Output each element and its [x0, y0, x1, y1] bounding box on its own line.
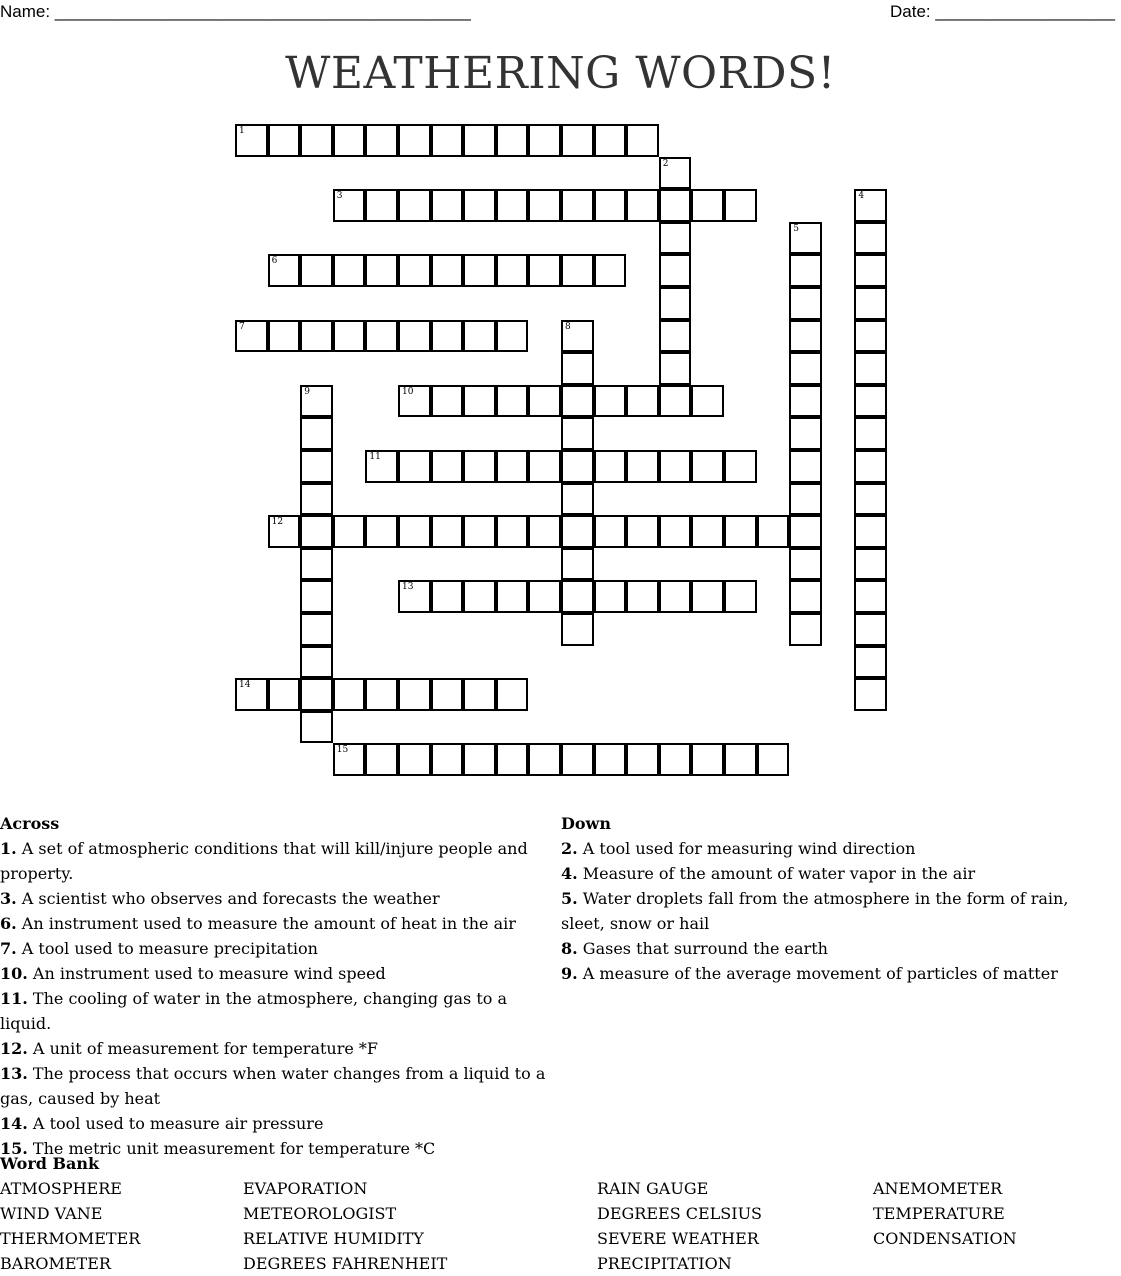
- grid-cell[interactable]: [789, 483, 822, 516]
- grid-cell[interactable]: [496, 743, 529, 776]
- word-bank-item: CONDENSATION: [873, 1229, 1017, 1248]
- grid-cell[interactable]: [789, 352, 822, 385]
- grid-cell[interactable]: [300, 483, 333, 516]
- grid-cell[interactable]: [365, 189, 398, 222]
- clue-item: 3. A scientist who observes and forecasts the weather: [0, 889, 440, 908]
- grid-cell[interactable]: [235, 678, 268, 711]
- word-bank-item: PRECIPITATION: [597, 1254, 732, 1273]
- grid-cell[interactable]: [561, 352, 594, 385]
- grid-cell[interactable]: [854, 222, 887, 255]
- grid-cell[interactable]: [268, 678, 301, 711]
- grid-cell[interactable]: [235, 320, 268, 353]
- grid-cell[interactable]: [594, 580, 627, 613]
- grid-cell[interactable]: [496, 189, 529, 222]
- grid-cell[interactable]: [463, 743, 496, 776]
- grid-cell[interactable]: [463, 320, 496, 353]
- clue-item: 14. A tool used to measure air pressure: [0, 1114, 324, 1133]
- grid-cell[interactable]: [300, 646, 333, 679]
- grid-cell[interactable]: [300, 580, 333, 613]
- grid-cell[interactable]: [300, 320, 333, 353]
- word-bank-item: THERMOMETER: [0, 1229, 141, 1248]
- grid-cell[interactable]: [333, 515, 366, 548]
- grid-cell[interactable]: [398, 385, 431, 418]
- name-field[interactable]: Name: ____________________________________________: [0, 2, 471, 21]
- clue-item: 7. A tool used to measure precipitation: [0, 939, 318, 958]
- grid-cell[interactable]: [398, 678, 431, 711]
- clue-item: 2. A tool used for measuring wind direction: [561, 839, 916, 858]
- grid-cell[interactable]: [496, 450, 529, 483]
- grid-cell[interactable]: [561, 124, 594, 157]
- grid-cell[interactable]: [691, 515, 724, 548]
- grid-cell[interactable]: [365, 678, 398, 711]
- grid-cell[interactable]: [365, 743, 398, 776]
- grid-cell[interactable]: [235, 124, 268, 157]
- grid-cell[interactable]: [431, 743, 464, 776]
- word-bank-item: ANEMOMETER: [873, 1179, 1003, 1198]
- grid-cell[interactable]: [854, 515, 887, 548]
- grid-cell[interactable]: [691, 743, 724, 776]
- clue-item: 13. The process that occurs when water changes from a liquid to a gas, caused by heat: [0, 1064, 546, 1108]
- grid-cell[interactable]: [496, 385, 529, 418]
- grid-cell[interactable]: [561, 613, 594, 646]
- grid-cell[interactable]: [431, 678, 464, 711]
- clue-number: 10: [402, 386, 414, 397]
- clue-number: 9: [304, 386, 310, 397]
- grid-cell[interactable]: [398, 515, 431, 548]
- grid-cell[interactable]: [659, 515, 692, 548]
- clue-item: 11. The cooling of water in the atmosphere, changing gas to a liquid.: [0, 989, 508, 1033]
- clue-number: 7: [239, 321, 245, 332]
- grid-cell[interactable]: [854, 450, 887, 483]
- across-clues: [0, 811, 548, 1161]
- grid-cell[interactable]: [268, 124, 301, 157]
- grid-cell[interactable]: [496, 515, 529, 548]
- grid-cell[interactable]: [463, 678, 496, 711]
- grid-cell[interactable]: [300, 254, 333, 287]
- word-bank-item: SEVERE WEATHER: [597, 1229, 759, 1248]
- down-heading: Down: [561, 814, 611, 833]
- grid-cell[interactable]: [333, 320, 366, 353]
- grid-cell[interactable]: [528, 580, 561, 613]
- word-bank-column: [0, 1176, 140, 1276]
- grid-cell[interactable]: [496, 254, 529, 287]
- grid-cell[interactable]: [659, 450, 692, 483]
- grid-cell[interactable]: [300, 613, 333, 646]
- date-field[interactable]: Date: ___________________: [890, 2, 1115, 21]
- grid-cell[interactable]: [496, 124, 529, 157]
- word-bank-item: METEOROLOGIST: [243, 1204, 397, 1223]
- grid-cell[interactable]: [594, 124, 627, 157]
- clue-number: 12: [271, 517, 284, 528]
- clue-number: 14: [239, 680, 251, 691]
- clue-number: 11: [369, 452, 381, 462]
- grid-cell[interactable]: [659, 254, 692, 287]
- grid-cell[interactable]: [268, 254, 301, 287]
- clue-item: 6. An instrument used to measure the amount of heat in the air: [0, 914, 516, 933]
- grid-cell[interactable]: [594, 450, 627, 483]
- grid-cell[interactable]: [333, 189, 366, 222]
- grid-cell[interactable]: [626, 124, 659, 157]
- grid-cell[interactable]: [463, 580, 496, 613]
- grid-cell[interactable]: [854, 548, 887, 581]
- grid-cell[interactable]: [659, 189, 692, 222]
- word-bank-item: DEGREES FAHRENHEIT: [243, 1254, 448, 1273]
- grid-cell[interactable]: [398, 189, 431, 222]
- grid-cell[interactable]: [300, 548, 333, 581]
- word-bank-item: DEGREES CELSIUS: [597, 1204, 763, 1223]
- word-bank-item: TEMPERATURE: [873, 1204, 1005, 1223]
- clue-number: 6: [271, 256, 278, 267]
- grid-cell[interactable]: [757, 515, 790, 548]
- grid-cell[interactable]: [300, 711, 333, 744]
- grid-cell[interactable]: [365, 450, 398, 483]
- word-bank-item: ATMOSPHERE: [0, 1179, 122, 1198]
- grid-cell[interactable]: [528, 515, 561, 548]
- grid-cell[interactable]: [365, 254, 398, 287]
- grid-cell[interactable]: [300, 124, 333, 157]
- grid-cell[interactable]: [528, 124, 561, 157]
- grid-cell[interactable]: [365, 515, 398, 548]
- grid-cell[interactable]: [854, 613, 887, 646]
- clue-item: 5. Water droplets fall from the atmosphere in the form of rain, sleet, snow or hail: [561, 889, 1069, 933]
- clue-number: 8: [565, 321, 571, 332]
- grid-cell[interactable]: [528, 385, 561, 418]
- grid-cell[interactable]: [626, 450, 659, 483]
- grid-cell[interactable]: [463, 385, 496, 418]
- grid-cell[interactable]: [398, 580, 431, 613]
- grid-cell[interactable]: [528, 189, 561, 222]
- grid-cell[interactable]: [431, 254, 464, 287]
- grid-cell[interactable]: [463, 124, 496, 157]
- grid-cell[interactable]: [789, 580, 822, 613]
- clue-item: 9. A measure of the average movement of particles of matter: [561, 964, 1058, 983]
- grid-cell[interactable]: [463, 254, 496, 287]
- word-bank-item: EVAPORATION: [243, 1179, 368, 1198]
- grid-cell[interactable]: [528, 254, 561, 287]
- grid-cell[interactable]: [268, 320, 301, 353]
- grid-cell[interactable]: [431, 515, 464, 548]
- across-heading: Across: [0, 814, 60, 833]
- word-bank-column: [243, 1176, 447, 1276]
- clue-number: 3: [336, 191, 343, 202]
- grid-cell[interactable]: [561, 254, 594, 287]
- clue-item: 12. A unit of measurement for temperature *F: [0, 1039, 379, 1058]
- grid-cell[interactable]: [300, 450, 333, 483]
- grid-cell[interactable]: [626, 515, 659, 548]
- grid-cell[interactable]: [561, 743, 594, 776]
- grid-cell[interactable]: [626, 580, 659, 613]
- grid-cell[interactable]: [431, 189, 464, 222]
- grid-cell[interactable]: [431, 450, 464, 483]
- grid-cell[interactable]: [789, 417, 822, 450]
- grid-cell[interactable]: [854, 254, 887, 287]
- grid-cell[interactable]: [659, 287, 692, 320]
- grid-cell[interactable]: [854, 320, 887, 353]
- grid-cell[interactable]: [594, 743, 627, 776]
- grid-cell[interactable]: [561, 515, 594, 548]
- grid-cell[interactable]: [854, 580, 887, 613]
- down-clues: [561, 811, 1106, 986]
- grid-cell[interactable]: [463, 450, 496, 483]
- grid-cell[interactable]: [528, 743, 561, 776]
- grid-cell[interactable]: [431, 320, 464, 353]
- grid-cell[interactable]: [300, 515, 333, 548]
- grid-cell[interactable]: [528, 450, 561, 483]
- grid-cell[interactable]: [561, 417, 594, 450]
- grid-cell[interactable]: [659, 222, 692, 255]
- clue-number: 13: [402, 582, 414, 593]
- clue-item: 15. The metric unit measurement for temperature *C: [0, 1139, 436, 1158]
- grid-cell[interactable]: [789, 450, 822, 483]
- grid-cell[interactable]: [431, 124, 464, 157]
- grid-cell[interactable]: [626, 189, 659, 222]
- grid-cell[interactable]: [789, 515, 822, 548]
- grid-cell[interactable]: [854, 483, 887, 516]
- grid-cell[interactable]: [659, 385, 692, 418]
- grid-cell[interactable]: [691, 189, 724, 222]
- grid-cell[interactable]: [398, 320, 431, 353]
- grid-cell[interactable]: [724, 580, 757, 613]
- grid-cell[interactable]: [854, 678, 887, 711]
- grid-cell[interactable]: [333, 124, 366, 157]
- grid-cell[interactable]: [659, 320, 692, 353]
- word-bank-item: BAROMETER: [0, 1254, 111, 1273]
- grid-cell[interactable]: [854, 646, 887, 679]
- grid-cell[interactable]: [594, 189, 627, 222]
- grid-cell[interactable]: [300, 385, 333, 418]
- grid-cell[interactable]: [659, 352, 692, 385]
- grid-cell[interactable]: [691, 450, 724, 483]
- grid-cell[interactable]: [626, 743, 659, 776]
- grid-cell[interactable]: [594, 385, 627, 418]
- grid-cell[interactable]: [561, 450, 594, 483]
- grid-cell[interactable]: [365, 320, 398, 353]
- grid-cell[interactable]: [561, 548, 594, 581]
- grid-cell[interactable]: [496, 320, 529, 353]
- grid-cell[interactable]: [268, 515, 301, 548]
- grid-cell[interactable]: [561, 320, 594, 353]
- grid-cell[interactable]: [333, 743, 366, 776]
- grid-cell[interactable]: [333, 254, 366, 287]
- clue-number: 5: [793, 223, 799, 234]
- page-title: WEATHERING WORDS!: [285, 48, 836, 99]
- grid-cell[interactable]: [659, 157, 692, 190]
- clue-number: 1: [239, 126, 245, 136]
- grid-cell[interactable]: [789, 320, 822, 353]
- grid-cell[interactable]: [300, 417, 333, 450]
- word-bank-column: [873, 1176, 1017, 1251]
- grid-cell[interactable]: [431, 385, 464, 418]
- grid-cell[interactable]: [561, 580, 594, 613]
- grid-cell[interactable]: [724, 450, 757, 483]
- grid-cell[interactable]: [724, 189, 757, 222]
- clue-item: 1. A set of atmospheric conditions that will kill/injure people and property.: [0, 839, 528, 883]
- clue-number: 2: [662, 158, 669, 169]
- grid-cell[interactable]: [431, 580, 464, 613]
- grid-cell[interactable]: [789, 548, 822, 581]
- word-bank-item: RAIN GAUGE: [597, 1179, 709, 1198]
- grid-cell[interactable]: [398, 254, 431, 287]
- grid-cell[interactable]: [561, 189, 594, 222]
- word-bank-item: RELATIVE HUMIDITY: [243, 1229, 424, 1248]
- grid-cell[interactable]: [789, 613, 822, 646]
- grid-cell[interactable]: [691, 580, 724, 613]
- grid-cell[interactable]: [594, 254, 627, 287]
- grid-cell[interactable]: [398, 450, 431, 483]
- grid-cell[interactable]: [300, 678, 333, 711]
- clue-number: 4: [858, 191, 865, 202]
- clue-item: 8. Gases that surround the earth: [561, 939, 828, 958]
- grid-cell[interactable]: [496, 580, 529, 613]
- clue-item: 4. Measure of the amount of water vapor in the air: [561, 864, 976, 883]
- grid-cell[interactable]: [724, 743, 757, 776]
- grid-cell[interactable]: [659, 743, 692, 776]
- grid-cell[interactable]: [854, 352, 887, 385]
- grid-cell[interactable]: [854, 287, 887, 320]
- grid-cell[interactable]: [496, 678, 529, 711]
- grid-cell[interactable]: [561, 483, 594, 516]
- grid-cell[interactable]: [594, 515, 627, 548]
- grid-cell[interactable]: [757, 743, 790, 776]
- grid-cell[interactable]: [854, 189, 887, 222]
- grid-cell[interactable]: [691, 385, 724, 418]
- grid-cell[interactable]: [854, 417, 887, 450]
- grid-cell[interactable]: [463, 189, 496, 222]
- grid-cell[interactable]: [398, 743, 431, 776]
- word-bank-item: WIND VANE: [0, 1204, 103, 1223]
- clue-number: 15: [336, 745, 349, 756]
- grid-cell[interactable]: [561, 385, 594, 418]
- grid-cell[interactable]: [659, 580, 692, 613]
- grid-cell[interactable]: [333, 678, 366, 711]
- grid-cell[interactable]: [626, 385, 659, 418]
- grid-cell[interactable]: [463, 515, 496, 548]
- grid-cell[interactable]: [789, 222, 822, 255]
- grid-cell[interactable]: [854, 385, 887, 418]
- grid-cell[interactable]: [398, 124, 431, 157]
- grid-cell[interactable]: [789, 287, 822, 320]
- word-bank-title: Word Bank: [0, 1154, 100, 1173]
- grid-cell[interactable]: [789, 385, 822, 418]
- grid-cell[interactable]: [724, 515, 757, 548]
- grid-cell[interactable]: [789, 254, 822, 287]
- grid-cell[interactable]: [365, 124, 398, 157]
- word-bank-column: [597, 1176, 762, 1276]
- clue-item: 10. An instrument used to measure wind speed: [0, 964, 386, 983]
